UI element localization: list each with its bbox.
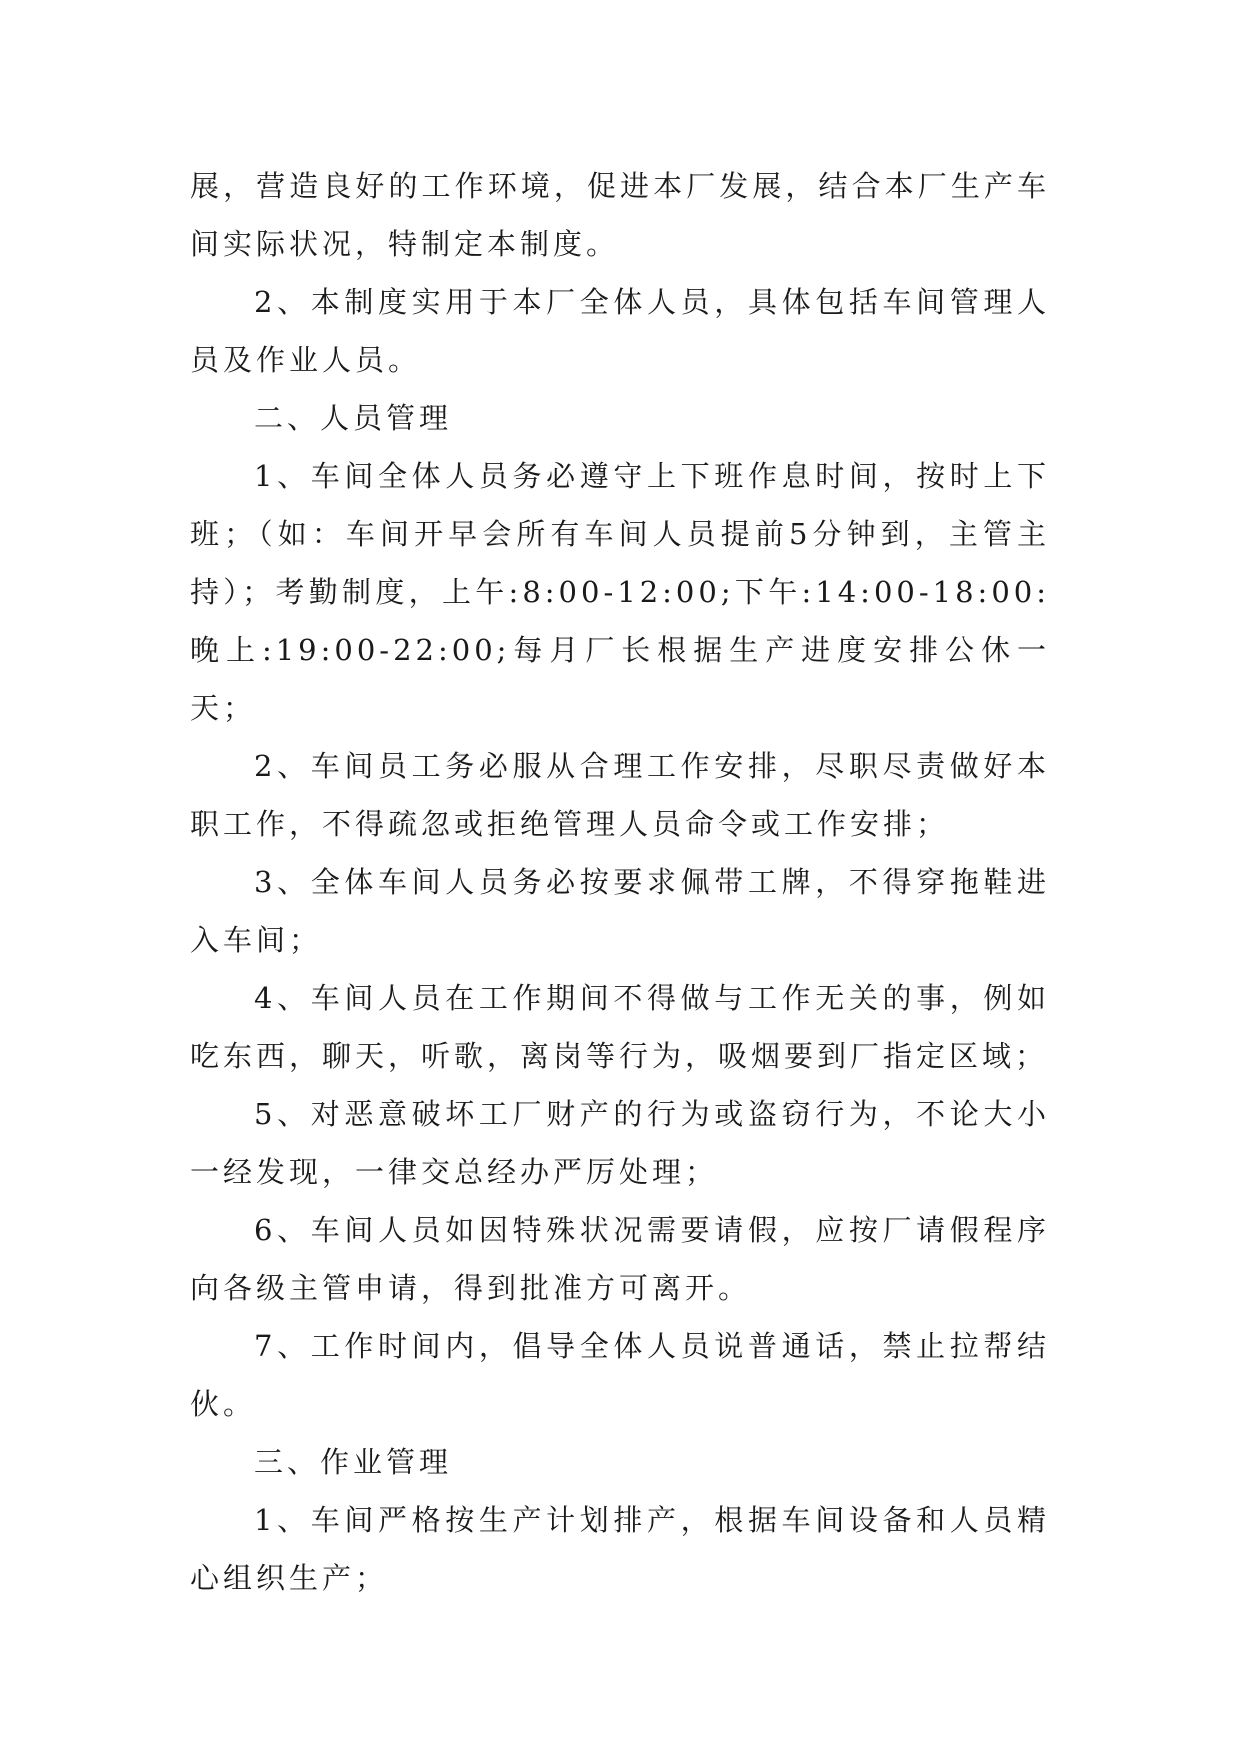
paragraph-production-plan: 1、车间严格按生产计划排产，根据车间设备和人员精心组织生产； (190, 1503, 1050, 1595)
paragraph-conduct-rule: 4、车间人员在工作期间不得做与工作无关的事，例如吃东西，聊天，听歌，离岗等行为，吸烟要到厂指定区域； (190, 981, 1050, 1073)
paragraph-language-rule: 7、工作时间内，倡导全体人员说普通话，禁止拉帮结伙。 (190, 1329, 1050, 1421)
paragraph-property-rule: 5、对恶意破坏工厂财产的行为或盗窃行为，不论大小一经发现，一律交总经办严厉处理； (190, 1097, 1050, 1189)
paragraph-scope: 2、本制度实用于本厂全体人员，具体包括车间管理人员及作业人员。 (190, 285, 1050, 377)
paragraph-work-hours: 1、车间全体人员务必遵守上下班作息时间，按时上下班；（如：车间开早会所有车间人员提前5分钟到，主管主持）；考勤制度，上午:8:00-12:00;下午:14:00-18:00:晚上:19:00-22:00;每月厂长根据生产进度安排公休一天； (190, 459, 1050, 725)
paragraph-leave-rule: 6、车间人员如因特殊状况需要请假，应按厂请假程序向各级主管申请，得到批准方可离开。 (190, 1213, 1050, 1305)
paragraph-obey-arrangements: 2、车间员工务必服从合理工作安排，尽职尽责做好本职工作，不得疏忽或拒绝管理人员命令或工作安排； (190, 749, 1050, 841)
paragraph-badge-rule: 3、全体车间人员务必按要求佩带工牌，不得穿拖鞋进入车间； (190, 865, 1050, 957)
section-heading-personnel: 二、人员管理 (254, 401, 453, 435)
section-heading-operations: 三、作业管理 (254, 1445, 453, 1479)
document-body (190, 157, 1050, 1607)
paragraph-purpose-continued: 展，营造良好的工作环境，促进本厂发展，结合本厂生产车间实际状况，特制定本制度。 (190, 169, 1050, 261)
